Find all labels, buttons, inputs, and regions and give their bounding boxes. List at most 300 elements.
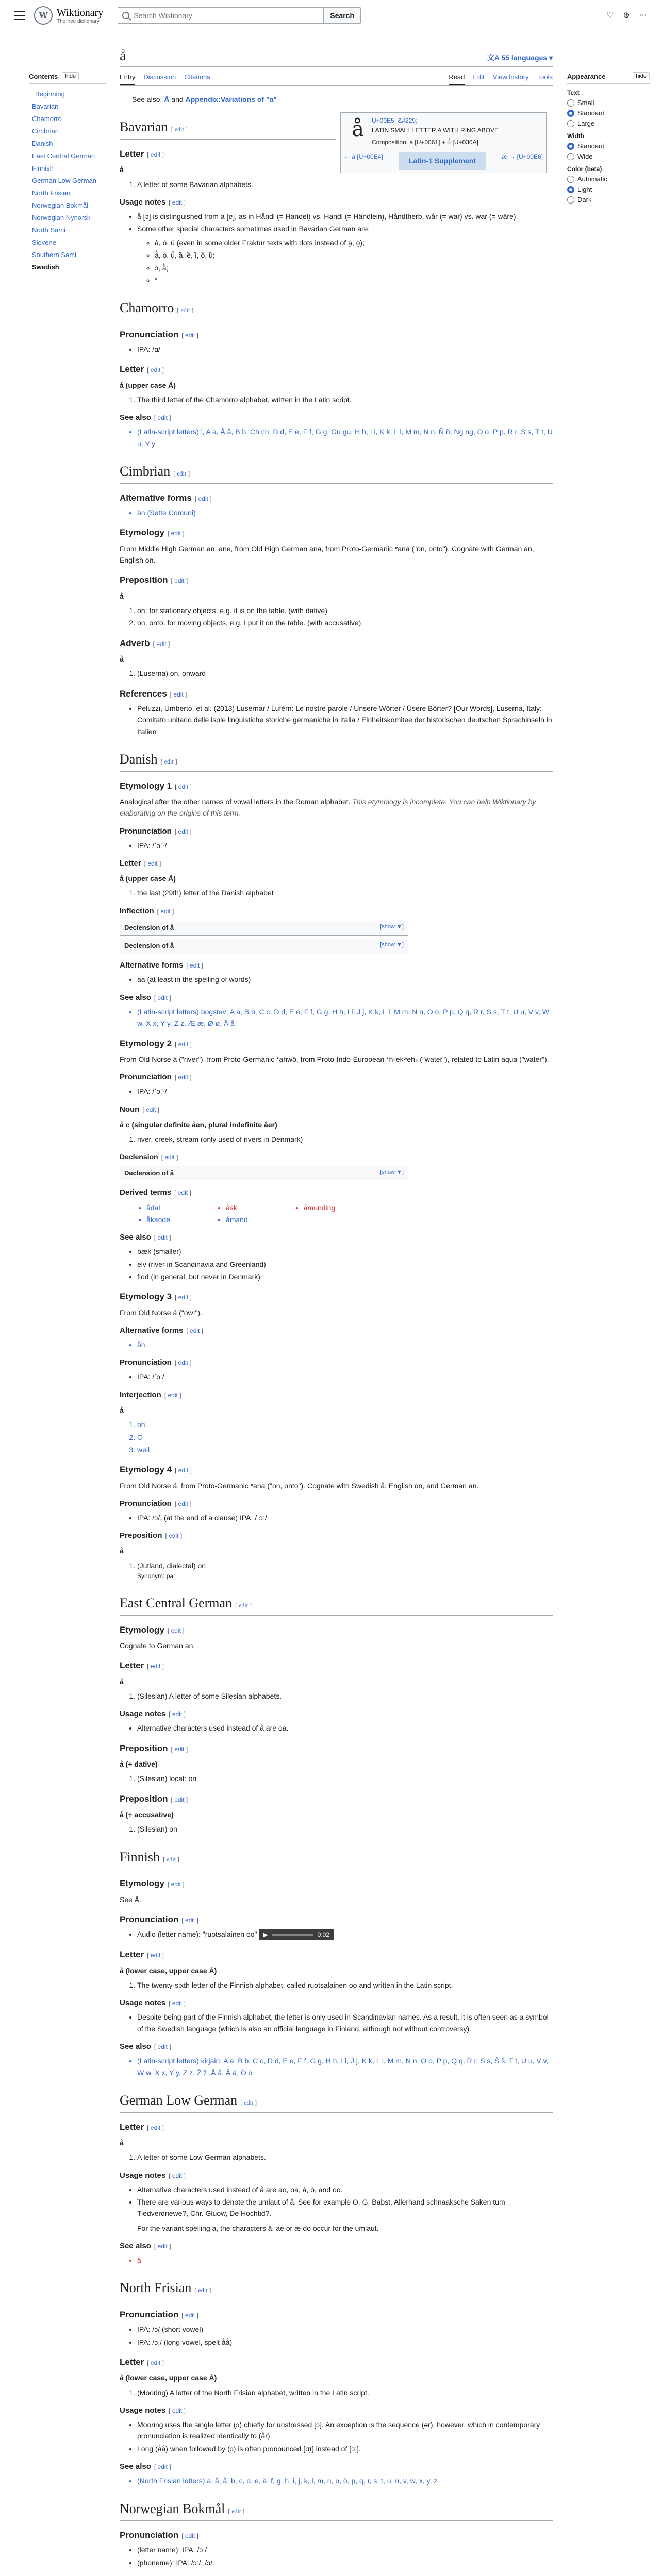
tab-citations[interactable]: Citations bbox=[184, 73, 210, 81]
edit-link[interactable]: edit bbox=[178, 1500, 188, 1507]
headword: å (lower case, upper case Å) bbox=[120, 2374, 217, 2382]
section-east-central-german: East Central German [ edit ] bbox=[120, 1592, 553, 1616]
toc-item-slovene[interactable]: Slovene bbox=[32, 239, 56, 246]
edit-link[interactable]: edit bbox=[178, 1074, 188, 1081]
see-also-item[interactable]: • elv (river in Scandinavia and Greenland) bbox=[137, 1259, 553, 1270]
edit-link[interactable]: edit bbox=[178, 783, 189, 790]
heading-alternative-forms: Alternative forms [ edit ] bbox=[120, 961, 204, 970]
unicode-infobox bbox=[340, 112, 547, 173]
create-account-icon[interactable]: ⊕ bbox=[623, 11, 630, 20]
definition: 1. (Silesian) locat: on bbox=[137, 1773, 553, 1784]
section-heading: German Low German bbox=[120, 2092, 238, 2108]
heading-see-also: See also [ edit ] bbox=[120, 993, 171, 1002]
edit-link[interactable]: edit bbox=[185, 331, 195, 339]
headword: å (lower case, upper case Å) bbox=[120, 1966, 217, 1975]
declension-table-collapsed[interactable] bbox=[120, 1166, 408, 1181]
tab-read[interactable]: Read bbox=[449, 73, 465, 85]
heading-text: Etymology 2 bbox=[120, 1038, 172, 1048]
heading-text: Preposition bbox=[120, 1743, 168, 1753]
infobox-block[interactable]: Latin-1 Supplement bbox=[399, 152, 486, 170]
section-chamorro: Chamorro [ edit ] bbox=[120, 297, 553, 320]
edit-link[interactable]: edit bbox=[150, 366, 161, 374]
tab-entry[interactable]: Entry bbox=[120, 73, 135, 85]
section-heading: North Frisian bbox=[120, 2280, 192, 2296]
toc-item-beginning[interactable]: Beginning bbox=[35, 90, 65, 98]
pronunciation: • IPA: /ˈɔːˀ/ bbox=[137, 1086, 553, 1097]
heading-usage-notes: Usage notes [ edit ] bbox=[120, 2406, 186, 2415]
radio-icon bbox=[567, 99, 574, 107]
see-also-link-capital[interactable]: Å bbox=[164, 95, 170, 104]
text-size-large[interactable] bbox=[567, 120, 650, 127]
heading-usage-notes: Usage notes [ edit ] bbox=[120, 2171, 186, 2180]
edit-link[interactable]: edit bbox=[157, 2043, 168, 2051]
heading-text: Preposition bbox=[120, 575, 168, 585]
see-also-and: and bbox=[171, 95, 184, 104]
edit-link[interactable]: edit bbox=[157, 1234, 168, 1242]
text-size-standard[interactable] bbox=[567, 109, 650, 117]
donate-icon[interactable]: ♡ bbox=[606, 11, 614, 20]
edit-link[interactable]: edit bbox=[198, 2286, 208, 2294]
heading-etymology-2: Etymology 2 [ edit ] bbox=[120, 1038, 192, 1048]
radio-label: Wide bbox=[577, 152, 593, 160]
search-icon bbox=[122, 12, 129, 19]
heading-text: Pronunciation bbox=[120, 826, 172, 836]
edit-link[interactable]: edit bbox=[150, 1663, 161, 1670]
usage-note: • å [ɔ] is distinguished from a [ɐ], as in Håndl (= Handel) vs. Handl (= Händlein), Håndtherb, wår (= war) vs. war (= wäre). bbox=[137, 211, 553, 222]
audio-player[interactable] bbox=[259, 1929, 334, 1940]
show-toggle[interactable]: [show ▼] bbox=[380, 1168, 404, 1175]
tab-discussion[interactable]: Discussion bbox=[143, 73, 176, 81]
pronunciation: • IPA: /ɑ/ bbox=[137, 344, 553, 355]
edit-link[interactable]: edit bbox=[173, 690, 184, 698]
table-title: Declension of å bbox=[124, 1168, 174, 1177]
heading-letter: Letter [ edit ] bbox=[120, 364, 164, 375]
pronunciation: • IPA: /ˈɔː/ bbox=[137, 1371, 553, 1382]
heading-see-also: See also [ edit ] bbox=[120, 413, 171, 422]
edit-link[interactable]: edit bbox=[178, 1040, 189, 1048]
color-dark[interactable] bbox=[567, 196, 650, 204]
heading-text: Noun bbox=[120, 1105, 140, 1114]
heading-see-also: See also [ edit ] bbox=[120, 1233, 171, 1242]
edit-link[interactable]: edit bbox=[174, 126, 184, 133]
section-bavarian: Bavarian [ edit ] bbox=[120, 116, 336, 140]
tab-edit[interactable]: Edit bbox=[473, 73, 485, 81]
etymology-text: From Middle High German an, ane, from Old High German ana, from Proto-Germanic *ana ("on, onto"). Cognate with German an, English on. bbox=[120, 544, 534, 564]
heading-letter: Letter [ edit ] bbox=[120, 2357, 164, 2367]
heading-letter: Letter [ edit ] bbox=[120, 1660, 164, 1671]
heading-pronunciation: Pronunciation [ edit ] bbox=[120, 1358, 192, 1367]
radio-selected-icon bbox=[567, 143, 574, 150]
edit-link[interactable]: edit bbox=[146, 1106, 156, 1113]
derived-term[interactable]: • åmand bbox=[226, 1214, 248, 1225]
edit-link[interactable]: edit bbox=[167, 1855, 176, 1863]
edit-link[interactable]: edit bbox=[157, 2243, 168, 2250]
color-light[interactable] bbox=[567, 185, 650, 193]
heading-text: Etymology bbox=[120, 1878, 164, 1889]
derived-term[interactable]: • ådal bbox=[146, 1202, 170, 1213]
heading-preposition: Preposition [ edit ] bbox=[120, 1531, 183, 1540]
heading-text: Letter bbox=[120, 364, 144, 375]
definition: 1. The third letter of the Chamorro alphabet, written in the Latin script. bbox=[137, 394, 553, 405]
main-menu-icon[interactable] bbox=[14, 11, 25, 20]
heading-see-also: See also [ edit ] bbox=[120, 2042, 171, 2052]
heading-etymology: Etymology [ edit ] bbox=[120, 1878, 185, 1889]
see-also-item[interactable]: • ä bbox=[137, 2255, 553, 2266]
heading-etymology: Etymology [ edit ] bbox=[120, 528, 185, 538]
etymology-text: From Old Norse á ("ow!"). bbox=[120, 1308, 203, 1317]
heading-text: Pronunciation bbox=[120, 1358, 172, 1367]
toc-item-swedish[interactable]: Swedish bbox=[32, 263, 59, 271]
search-button[interactable]: Search bbox=[324, 7, 361, 24]
edit-link[interactable]: edit bbox=[172, 1999, 183, 2007]
derived-terms-columns bbox=[137, 1202, 553, 1225]
heading-text: Pronunciation bbox=[120, 1914, 179, 1924]
audio-label: Audio (letter name): "ruotsalainen oo" bbox=[137, 1930, 257, 1939]
radio-icon bbox=[567, 176, 574, 183]
heading-text: Derived terms bbox=[120, 1188, 172, 1197]
headword: å c (singular definite åen, plural indefinite åer) bbox=[120, 1120, 277, 1129]
heading-text: See also bbox=[120, 2462, 151, 2471]
appearance-panel bbox=[567, 72, 650, 206]
edit-link[interactable]: edit bbox=[150, 1952, 161, 1959]
letters-list[interactable]: • (Latin-script letters) kirjain; A a, B b, C c, D d, E e, F f, G g, H h, I i, J j, K k, L l, M m, N n, O o, P p, Q q, R r, S s, Š š, T t, U u, V v, W w, X x, Y y, Z z, Ž ž, Å å, Ä ä, Ö ö bbox=[137, 2055, 553, 2078]
infobox-name: LATIN SMALL LETTER A WITH RING ABOVE bbox=[372, 127, 499, 134]
edit-link[interactable]: edit bbox=[190, 1327, 200, 1335]
site-tagline: The free dictionary bbox=[57, 18, 100, 24]
edit-link[interactable]: edit bbox=[172, 198, 183, 206]
definition: 1. A letter of some Bavarian alphabets. bbox=[137, 179, 553, 190]
derived-term[interactable]: • åkande bbox=[146, 1214, 170, 1225]
see-also-link-appendix[interactable]: Appendix:Variations of "a" bbox=[185, 95, 277, 104]
edit-link[interactable]: edit bbox=[239, 1602, 249, 1609]
heading-etymology-3: Etymology 3 [ edit ] bbox=[120, 1292, 192, 1302]
heading-text: Letter bbox=[120, 1950, 144, 1960]
section-norwegian-bokmal: Norwegian Bokmål [ edit ] bbox=[120, 2498, 553, 2521]
definition[interactable]: 2. O bbox=[137, 1432, 553, 1443]
edit-link[interactable]: edit bbox=[244, 2098, 254, 2106]
edit-link[interactable]: edit bbox=[178, 827, 188, 835]
edit-link[interactable]: edit bbox=[178, 1467, 189, 1475]
heading-text: Preposition bbox=[120, 1793, 168, 1804]
toc-item-danish[interactable]: Danish bbox=[32, 140, 53, 147]
show-toggle[interactable]: [show ▼] bbox=[380, 941, 404, 948]
toc-item-bavarian[interactable]: Bavarian bbox=[32, 103, 59, 110]
edit-link[interactable]: edit bbox=[156, 640, 167, 648]
edit-link[interactable]: edit bbox=[164, 1154, 175, 1161]
edit-link[interactable]: edit bbox=[147, 860, 158, 867]
page-title: å bbox=[120, 47, 126, 64]
usage-note: • Alternative characters used instead of å are oa. bbox=[137, 1722, 553, 1734]
radio-label: Dark bbox=[577, 196, 592, 204]
heading-letter: Letter [ edit ] bbox=[120, 859, 161, 868]
radio-icon bbox=[567, 120, 574, 127]
show-toggle[interactable]: [show ▼] bbox=[380, 923, 404, 930]
edit-link[interactable]: edit bbox=[157, 2463, 168, 2471]
synonym: Synonym: på bbox=[137, 1572, 174, 1580]
heading-text: Usage notes bbox=[120, 197, 166, 207]
heading-text: See also bbox=[120, 2042, 151, 2052]
definition: 2. on, onto; for moving objects, e.g. I put it on the table. (with accusative) bbox=[137, 617, 553, 629]
text-size-title: Text bbox=[567, 89, 580, 96]
heading-inflection: Inflection [ edit ] bbox=[120, 906, 174, 916]
search-placeholder: Search Wiktionary bbox=[134, 11, 192, 20]
radio-label: Large bbox=[577, 120, 595, 127]
section-cimbrian: Cimbrian [ edit ] bbox=[120, 461, 553, 484]
edit-link[interactable]: edit bbox=[172, 2407, 183, 2414]
headword: å bbox=[120, 2138, 124, 2147]
edit-link[interactable]: edit bbox=[168, 1391, 178, 1399]
usage-subnote: ◦ ° bbox=[155, 275, 553, 286]
edit-link[interactable]: edit bbox=[178, 1359, 188, 1367]
usage-note-extra: For the variant spelling a, the characters ä, ae or æ do occur for the umlaut. bbox=[137, 2224, 379, 2232]
heading-text: Alternative forms bbox=[120, 961, 184, 970]
usage-subnote: ◦ ä̊, ö̊, ü̊, ȁ, ȅ, ȉ, ȍ, ȕ; bbox=[155, 249, 553, 261]
edit-link[interactable]: edit bbox=[185, 2312, 195, 2319]
edit-link[interactable]: edit bbox=[198, 495, 208, 502]
edit-link[interactable]: edit bbox=[190, 962, 200, 970]
appearance-hide-button[interactable]: hide bbox=[633, 72, 650, 80]
toc-item-north-frisian[interactable]: North Frisian bbox=[32, 189, 71, 197]
edit-link[interactable]: edit bbox=[177, 470, 187, 478]
pronunciation: • (phoneme): IPA: /ɔː/, /ɔ/ bbox=[137, 2557, 553, 2568]
edit-link[interactable]: edit bbox=[164, 758, 174, 766]
section-heading: Norwegian Bokmål bbox=[120, 2501, 225, 2516]
definition: 1. (Luserna) on, onward bbox=[137, 668, 553, 679]
edit-link[interactable]: edit bbox=[178, 1294, 189, 1301]
user-menu-icon[interactable]: ⋯ bbox=[639, 11, 647, 20]
etymology-main: Analogical after the other names of vowel letters in the Roman alphabet. bbox=[120, 797, 351, 806]
edit-link[interactable]: edit bbox=[174, 577, 185, 585]
heading-text: Letter bbox=[120, 2122, 144, 2132]
play-icon[interactable]: ▶ bbox=[263, 1930, 268, 1938]
edit-link[interactable]: edit bbox=[171, 1626, 181, 1634]
declension-table-collapsed[interactable] bbox=[120, 921, 408, 936]
definition: 1. on; for stationary objects, e.g. it is on the table. (with dative) bbox=[137, 605, 553, 616]
heading-alternative-forms: Alternative forms [ edit ] bbox=[120, 493, 212, 503]
translate-icon: 文A bbox=[487, 54, 500, 62]
edit-link[interactable]: edit bbox=[171, 530, 181, 537]
toc-item-chamorro[interactable]: Chamorro bbox=[32, 115, 62, 123]
section-heading: Chamorro bbox=[120, 300, 174, 316]
tab-view-history[interactable]: View history bbox=[492, 73, 529, 81]
heading-pronunciation: Pronunciation [ edit ] bbox=[120, 2530, 198, 2540]
letters-list[interactable]: • (Latin-script letters) bogstav; A a, B b, C c, D d, E e, F f, G g, H h, I i, J j, K k, L l, M m, N n, O o, P p, Q q, R r, S s, T t, U u, V v, W w, X x, Y y, Z z, Æ æ, Ø ø, Å å bbox=[137, 1006, 553, 1029]
section-german-low-german: German Low German [ edit ] bbox=[120, 2090, 553, 2113]
toc-item-finnish[interactable]: Finnish bbox=[32, 164, 54, 172]
edit-link[interactable]: edit bbox=[185, 1916, 195, 1924]
heading-text: Adverb bbox=[120, 638, 150, 648]
definition bbox=[137, 1560, 553, 1582]
site-logo[interactable] bbox=[34, 6, 103, 25]
edit-link[interactable]: edit bbox=[177, 1189, 188, 1197]
heading-pronunciation: Pronunciation [ edit ] bbox=[120, 2310, 198, 2320]
chevron-down-icon: ▾ bbox=[549, 54, 553, 62]
usage-note: • There are various ways to denote the umlaut of å. See for example O. G. Babst, Allerhand schnaaksche Saken tum Tiedverdriewe?, Chr. Gluow, De Hochtid?. bbox=[137, 2196, 553, 2219]
heading-text: Etymology 1 bbox=[120, 781, 172, 791]
pronunciation: • IPA: /ɔ/, (at the end of a clause) IPA: /ˈɔː/ bbox=[137, 1512, 553, 1523]
radio-label: Standard bbox=[577, 142, 605, 150]
heading-alternative-forms: Alternative forms [ edit ] bbox=[120, 1326, 204, 1335]
definition: 1. (Silesian) A letter of some Silesian alphabets. bbox=[137, 1690, 553, 1702]
heading-etymology-4: Etymology 4 [ edit ] bbox=[120, 1465, 192, 1475]
usage-note: • Long (åå) when followed by (ɔ) is often pronounced [ɑɪ̯] instead of [ɔː]. bbox=[137, 2443, 553, 2454]
language-button[interactable] bbox=[487, 53, 553, 63]
infobox-prev-link[interactable]: ← ä [U+00E4] bbox=[344, 152, 383, 160]
heading-see-also: See also [ edit ] bbox=[120, 2242, 171, 2251]
heading-text: Letter bbox=[120, 148, 144, 159]
tab-tools[interactable]: Tools bbox=[537, 73, 553, 81]
headword: å (upper case Å) bbox=[120, 874, 176, 883]
color-automatic[interactable] bbox=[567, 175, 650, 183]
heading-usage-notes: Usage notes [ edit ] bbox=[120, 1998, 186, 2008]
site-name: Wiktionary bbox=[57, 7, 104, 19]
heading-text: Usage notes bbox=[120, 1998, 166, 2008]
heading-text: See also bbox=[120, 413, 151, 422]
headword: å bbox=[120, 1547, 124, 1555]
edit-link[interactable]: edit bbox=[160, 907, 171, 915]
radio-icon bbox=[567, 153, 574, 160]
section-heading: East Central German bbox=[120, 1596, 233, 1611]
derived-term[interactable]: • åsk bbox=[226, 1202, 248, 1213]
heading-text: Pronunciation bbox=[120, 2310, 179, 2320]
usage-subnote: ◦ à, ó, ú (even in some older Fraktur texts with dots instead of a̧, o̧); bbox=[155, 237, 553, 248]
edit-link[interactable]: edit bbox=[172, 2172, 183, 2179]
see-also-item[interactable]: • flod (in general, but never in Denmark) bbox=[137, 1271, 553, 1282]
search-input[interactable] bbox=[118, 7, 324, 24]
see-also-label: See also: bbox=[132, 95, 162, 104]
infobox-next-link[interactable]: æ → [U+00E6] bbox=[502, 152, 543, 160]
text-size-small[interactable] bbox=[567, 99, 650, 107]
usage-note bbox=[137, 223, 553, 286]
alternative-form[interactable]: • àn (Sette Comuni) bbox=[137, 507, 553, 518]
heading-letter: Letter [ edit ] bbox=[120, 1950, 164, 1960]
toc-item-cimbrian[interactable]: Cimbrian bbox=[32, 127, 59, 135]
radio-label: Standard bbox=[577, 109, 605, 117]
section-finnish: Finnish [ edit ] bbox=[120, 1846, 553, 1870]
edit-link[interactable]: edit bbox=[171, 1880, 181, 1888]
toc-item-east-central-german[interactable]: East Central German bbox=[32, 152, 95, 160]
audio-time: 0:02 bbox=[317, 1930, 329, 1938]
section-danish: Danish [ edit ] bbox=[120, 749, 553, 772]
audio-progress[interactable] bbox=[272, 1934, 313, 1936]
wiktionary-logo-icon: W bbox=[34, 6, 53, 25]
headword: å (+ accusative) bbox=[120, 1810, 174, 1819]
toc-item-german-low-german[interactable]: German Low German bbox=[32, 177, 96, 184]
search-form bbox=[118, 7, 361, 24]
definition[interactable]: 1. oh bbox=[137, 1419, 553, 1430]
table-title: Declension of å bbox=[124, 941, 174, 950]
definition: 1. A letter of some Low German alphabets. bbox=[137, 2151, 553, 2163]
edit-link[interactable]: edit bbox=[150, 2359, 161, 2367]
heading-declension: Declension [ edit ] bbox=[120, 1153, 178, 1161]
definition[interactable]: 3. well bbox=[137, 1444, 553, 1455]
heading-noun: Noun [ edit ] bbox=[120, 1105, 160, 1114]
radio-label: Small bbox=[577, 99, 594, 107]
table-of-contents bbox=[29, 72, 106, 274]
see-also-item[interactable]: • bæk (smaller) bbox=[137, 1246, 553, 1257]
pronunciation: • IPA: /ɔː/ (long vowel, spelt åå) bbox=[137, 2336, 553, 2348]
definition-text: (Jutland, dialectal) on bbox=[137, 1561, 206, 1570]
radio-selected-icon bbox=[567, 110, 574, 117]
toc-item-north-sami[interactable]: North Sami bbox=[32, 226, 66, 234]
toc-item-norwegian-nynorsk[interactable]: Norwegian Nynorsk bbox=[32, 214, 91, 222]
heading-text: Declension bbox=[120, 1153, 158, 1161]
letters-list[interactable]: • (Latin-script letters) ', A a, Å å, B b, Ch ch, D d, E e, F f, G g, Gu gu, H h, I i, K k, L l, M m, N n, Ñ ñ, Ng ng, O o, P p, R r, S s, T t, U u, Y y bbox=[137, 426, 553, 449]
headword: å (upper case Å) bbox=[120, 381, 176, 389]
main-content bbox=[120, 47, 553, 2570]
toc-item-southern-sami[interactable]: Southern Sami bbox=[32, 251, 76, 259]
etymology-text: From Old Norse á, from Proto-Germanic *ana ("on, onto"). Cognate with Swedish å, English on, and German an. bbox=[120, 1481, 479, 1490]
etymology-text: Cognate to German an. bbox=[120, 1641, 195, 1650]
edit-link[interactable]: edit bbox=[169, 1532, 179, 1540]
toc-hide-button[interactable]: hide bbox=[62, 72, 79, 80]
edit-link[interactable]: edit bbox=[174, 1795, 185, 1803]
edit-link[interactable]: edit bbox=[150, 150, 161, 158]
infobox-glyph: å bbox=[352, 117, 364, 141]
reference: • Peluzzi, Umberto, et al. (2013) Lusernar / Luférn: Le nostre parole / Unsere Wörter / Üsere Börter? [Our Words], Luserna, Italy: Comitato unitario delle isole linguistiche storiche germaniche in Italia / Einheitskomitee der historischen deutschen Sprachinseln in Italien bbox=[137, 703, 553, 737]
definition: 1. The twenty-sixth letter of the Finnish alphabet, called ruotsalainen oo and written in the Latin script. bbox=[137, 1979, 553, 1991]
heading-text: Pronunciation bbox=[120, 2530, 179, 2540]
edit-link[interactable]: edit bbox=[157, 414, 168, 422]
letters-list[interactable]: • (North Frisian letters) a, å, å, b, c, d, e, ä, f, g, h, i, j, k, l, m, n, o, ö, p, q, r, s, t, u, ü, v, w, x, y, z bbox=[137, 2475, 553, 2486]
definition: 1. river, creek, stream (only used of rivers in Denmark) bbox=[137, 1133, 553, 1145]
section-north-frisian: North Frisian [ edit ] bbox=[120, 2277, 553, 2300]
toc-item-norwegian-bokmal[interactable]: Norwegian Bokmål bbox=[32, 201, 89, 209]
radio-label: Automatic bbox=[577, 175, 607, 183]
usage-subnote: ◦ ɔ̊, ä̊; bbox=[155, 262, 553, 274]
table-title: Declension of å bbox=[124, 923, 174, 931]
edit-link[interactable]: edit bbox=[185, 2532, 195, 2540]
heading-interjection: Interjection [ edit ] bbox=[120, 1390, 181, 1399]
heading-text: Letter bbox=[120, 859, 141, 868]
alternative-form[interactable]: • åh bbox=[137, 1339, 553, 1350]
appearance-title: Appearance bbox=[567, 72, 606, 80]
heading-text: See also bbox=[120, 993, 151, 1002]
width-wide[interactable] bbox=[567, 152, 650, 160]
heading-preposition: Preposition [ edit ] bbox=[120, 1743, 188, 1753]
heading-usage-notes: Usage notes [ edit ] bbox=[120, 197, 186, 207]
heading-etymology: Etymology [ edit ] bbox=[120, 1624, 185, 1635]
heading-pronunciation: Pronunciation [ edit ] bbox=[120, 1073, 192, 1082]
width-standard[interactable] bbox=[567, 142, 650, 150]
usage-note-text: Some other special characters sometimes used in Bavarian German are: bbox=[137, 225, 370, 233]
edit-link[interactable]: edit bbox=[180, 307, 190, 314]
heading-derived-terms: Derived terms [ edit ] bbox=[120, 1188, 191, 1197]
heading-usage-notes: Usage notes [ edit ] bbox=[120, 1709, 186, 1719]
heading-text: Etymology 4 bbox=[120, 1465, 172, 1475]
width-title: Width bbox=[567, 132, 585, 140]
edit-link[interactable]: edit bbox=[150, 2124, 161, 2131]
heading-text: Preposition bbox=[120, 1531, 162, 1540]
edit-link[interactable]: edit bbox=[231, 2507, 241, 2515]
declension-table-collapsed[interactable] bbox=[120, 939, 408, 954]
definition: 1. the last (29th) letter of the Danish alphabet bbox=[137, 887, 553, 899]
headword: å bbox=[120, 654, 124, 663]
etymology-text bbox=[120, 796, 553, 819]
etymology-text: From Old Norse á ("river"), from Proto-Germanic *ahwō, from Proto-Indo-European *h₂ekʷeh₂ ("water"), related to Latin aqua ("water"). bbox=[120, 1055, 549, 1063]
headword: å bbox=[120, 165, 124, 174]
edit-link[interactable]: edit bbox=[157, 994, 168, 1002]
heading-text: Pronunciation bbox=[120, 329, 179, 340]
heading-text: Alternative forms bbox=[120, 1326, 184, 1335]
edit-link[interactable]: edit bbox=[172, 1710, 183, 1718]
derived-term[interactable]: • åmunding bbox=[304, 1202, 336, 1213]
heading-preposition: Preposition [ edit ] bbox=[120, 575, 188, 585]
heading-text: Etymology 3 bbox=[120, 1292, 172, 1302]
radio-selected-icon bbox=[567, 186, 574, 193]
infobox-code[interactable]: U+00E5, &#229; bbox=[372, 117, 418, 124]
edit-link[interactable]: edit bbox=[174, 1745, 185, 1753]
